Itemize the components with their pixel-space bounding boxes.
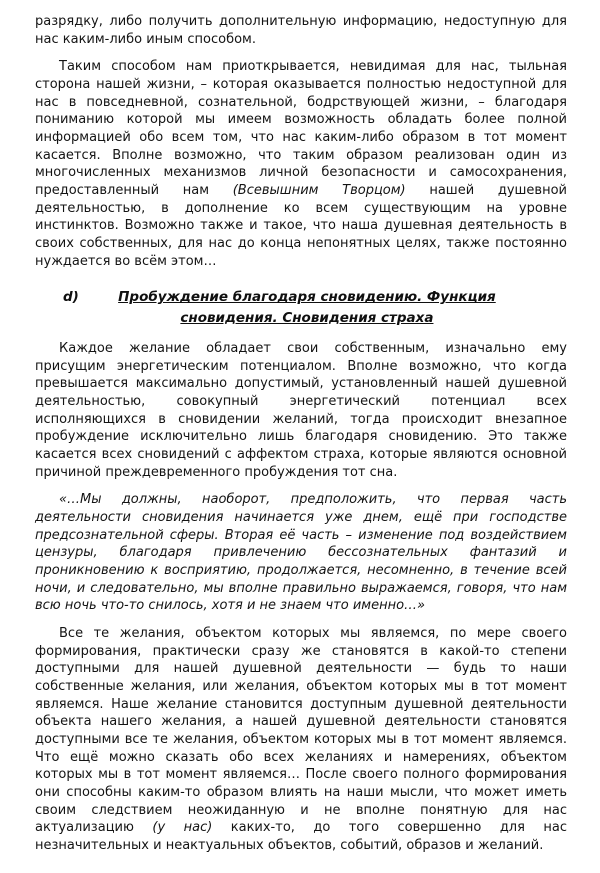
paragraph-text: Таким способом нам приоткрывается, невидимая для нас, тыльная сторона нашей жизни, – которая оказывается полностью недоступной для нас в повседневной, сознательной, бодрствующей жизни, – благодаря пониманию которой мы имеем возможность обладать более полной информацией обо всем том, что нас каким-либо образом в тот момент касается. Вполне возможно, что таким образом реализован один из многочисленных механизмов личной безопасности и самосохранения, предоставленный нам <box>35 59 567 199</box>
paragraph-continuation: разрядку, либо получить дополнительную информацию, недоступную для нас каким-либо иным способом. <box>35 14 567 47</box>
paragraph <box>35 58 567 270</box>
section-letter: d) <box>63 289 79 306</box>
inline-italic-phrase: (Всевышним Творцом) <box>232 183 406 199</box>
inline-italic-phrase: (у нас) <box>152 820 213 836</box>
paragraph <box>35 625 567 855</box>
quote-paragraph: «…Мы должны, наоборот, предположить, что первая часть деятельности сновидения начинается уже днем, ещё при господстве предсознательной сферы. Вторая её часть – изменение под воздействием цензуры, благодаря привлечению бессознательных фантазий и проникновению к восприятию, продолжается, несомненно, в течение всей ночи, и следовательно, мы вполне правильно выражаемся, говоря, что нам всю ночь что-то снилось, хотя и не знаем что именно…» <box>35 492 567 614</box>
section-title: Пробуждение благодаря сновидению. Функция сновидения. Сновидения страха <box>118 289 496 326</box>
paragraph-text: каких-то, до того совершенно для нас незначительных и неактуальных объектов, событий, образов и желаний. <box>35 820 567 854</box>
paragraph: Каждое желание обладает свои собственным, изначально ему присущим энергетическим потенциалом. Вполне возможно, что когда превышается максимально допустимый, установленный нашей душевной деятельностью, совокупный энергетический потенциал всех исполняющихся в сновидении желаний, тогда происходит внезапное пробуждение исключительно лишь благодаря сновидению. Это также касается всех сновидений с аффектом страха, которые являются основной причиной преждевременного пробуждения тот сна. <box>35 340 567 480</box>
paragraph-text: Все те желания, объектом которых мы являемся, по мере своего формирования, практически сразу же становятся в какой-то степени доступными для нашей душевной деятельности — будь то наши собственные желания, или желания, объектом которых мы в тот момент являемся. Наше желание становится доступным душевной деятельности объекта нашего желания, а нашей душевной деятельности становятся доступными все те желания, объектом которых мы в тот момент являемся. Что ещё можно сказать обо всех желаниях и намерениях, объектом которых мы в тот момент являемся… После своего полного формирования они способны каким-то образом влиять на наши мысли, что может иметь своим следствием неожиданную и не вполне понятную для нас актуализацию <box>35 625 567 836</box>
paragraph-text: нашей душевной деятельностью, в дополнение ко всем существующим на уровне инстинктов. Возможно также и такое, что наша душевная деятельность в своих собственных, для нас до конца непонятных целях, также постоянно нуждается во всём этом… <box>35 183 567 269</box>
section-heading <box>35 287 567 328</box>
